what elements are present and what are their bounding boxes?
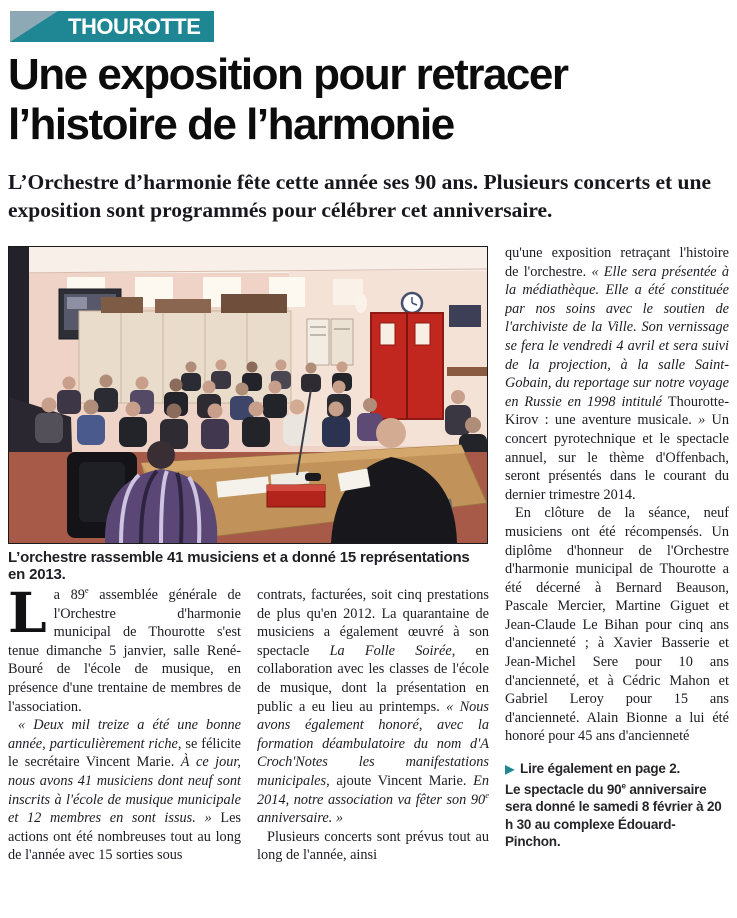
read-also-lead-text: Lire également en page 2. [520,761,681,777]
article-deck: L’Orchestre d’harmonie fête cette année ses 90 ans. Plusieurs concerts et une exposition sont programmés pour célébrer cet anniversaire. [8,170,712,222]
read-also-body: Le spectacle du 90e anniversaire sera donné le samedi 8 février à 20 h 30 au complexe Édouard-Pinchon. [505,781,722,850]
wall-lamp [355,293,367,313]
meeting-room-illustration [9,247,487,543]
side-shelf [447,367,487,376]
article-photo [8,246,488,544]
kicker-label: THOUROTTE [68,13,201,39]
read-more-arrow-icon: ▶ [505,761,515,776]
right-frame [449,305,481,327]
body-column-3 [505,244,729,918]
photo-caption: L’orchestre rassemble 41 musiciens et a donné 15 représentations en 2013. [8,549,470,583]
article-headline: Une exposition pour retracer l’histoire de l’harmonie [8,50,568,149]
read-also-lead [505,760,729,778]
read-also-note [505,760,729,851]
wall-clock [402,293,422,313]
body-column-1: La 89e assemblée générale de l'Orchestre d'harmonie municipal de Thourotte s'est tenue dimanche 5 janvier, salle René-Bouré de l'école de musique, en présence d'une trentaine de membres de l'association. « Deux mil treize a été une bonne année, particulièrement riche, se félicite le secrétaire Vincent Marie. À ce jour, nous avons 41 musiciens dont neuf sont inscrits à l'école de musique municipale et 12 membres en sont issus. » Les actions ont été nombreuses tout au long de l'année avec 15 sorties sous [8,586,241,864]
body-column-3-text: qu'une exposition retraçant l'histoire de l'orchestre. « Elle sera présentée à la médiathèque. Elle a été constituée par nos soins avec le soutien de l'archiviste de la Ville. Son vernissage se fera le vendredi 4 avril et sera suivi de la projection, à la salle Saint-Gobain, du reportage sur notre voyage en Russie en 1998 intitulé Thourotte-Kirov : une aventure musicale. » Un concert pyrotechnique et le spectacle annuel, sur le thème d'Offenbach, seront présentés dans le courant du dernier trimestre 2014. En clôture de la séance, neuf musiciens ont été récompensés. Un diplôme d'honneur de l'Orchestre d'harmonie municipal de Thourotte a été décerné à Bernard Beauson, Pascale Mercier, Martine Giguet et Jean-Claude Le Bihan pour cinq ans d'ancienneté ; à Xavier Basserie et Jean-Michel Sere pour 10 ans d'ancienneté, et à Cédric Mahon et Gabriel Leroy pour 15 ans d'ancienneté. Alain Bionne a lui été honoré pour 45 ans d'ancienneté [505,245,729,745]
kicker-box [10,11,214,42]
red-door [371,313,443,419]
body-column-2: contrats, facturées, soit cinq prestations de plus qu'en 2012. La quarantaine de musiciens a également œuvré à son spectacle La Folle Soirée, en collaboration avec les classes de l'école de musique, dont la présentation en public a eu lieu au printemps. « Nous avons également honoré, avec la formation déambulatoire du nom d'A Croch'Notes les manifestations municipales, ajoute Vincent Marie. En 2014, notre association va fêter son 90e anniversaire. » Plusieurs concerts sont prévus tout au long de l'année, ainsi [257,587,489,864]
drop-cap: L [8,586,47,645]
